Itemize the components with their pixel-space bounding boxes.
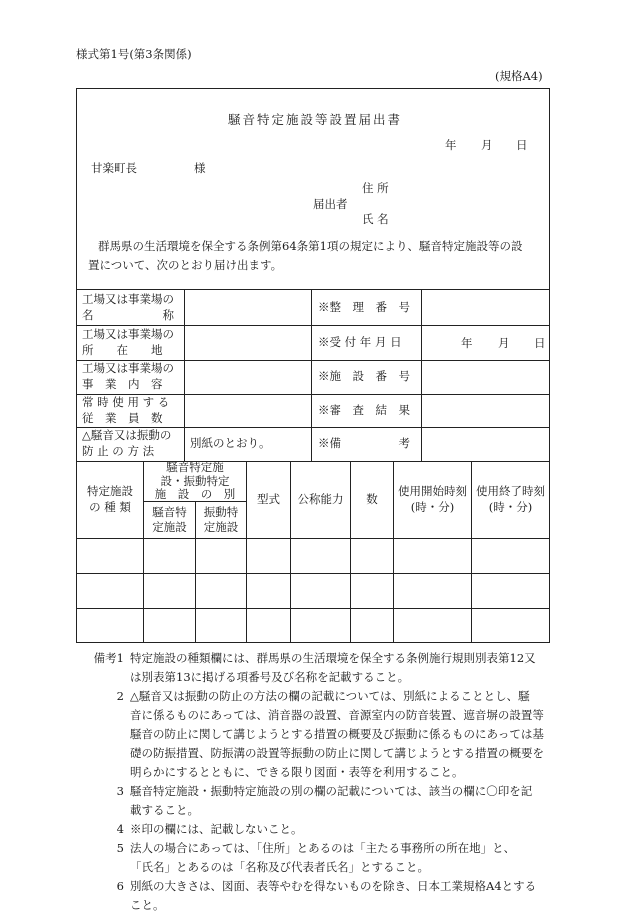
header-model: 型式 bbox=[257, 492, 280, 507]
note-item: 2 △騒音又は振動の防止の方法の欄の記載については、別紙によることとし、騒 音に係るものにあっては、消音器の設置、音源室内の防音装置、遮音塀の設置等 騒音の防止に関して講じようとする措置の概要及び振動に係るものにあっては基 礎の防振措置、防振溝の設置等振動の防止に関して講じようとする措置の概要を 明らかにするとともに、できる限り図面・表等を利用すること。 bbox=[116, 689, 544, 779]
col-divider bbox=[184, 289, 185, 461]
date-day: 日 bbox=[516, 138, 528, 152]
row-divider bbox=[76, 608, 550, 609]
receipt-day: 日 bbox=[534, 336, 546, 350]
applicant-label: 届出者 bbox=[313, 197, 348, 211]
header-end-time: 使用終了時刻 (時・分) bbox=[476, 484, 545, 514]
receipt-month: 月 bbox=[498, 336, 510, 350]
col-divider bbox=[311, 289, 312, 461]
note-item: 5 法人の場合にあっては、「住所」とあるのは「主たる事務所の所在地」と、 「氏名」とあるのは「名称及び代表者氏名」とすること。 bbox=[116, 841, 516, 874]
label-prevention-method: △騒音又は振動の 防 止 の 方 法 bbox=[82, 428, 172, 458]
addressee: 甘楽町長 bbox=[91, 161, 137, 175]
remarks-label: ※備 考 bbox=[318, 436, 410, 451]
form-title: 騒音特定施設等設置届出書 bbox=[228, 112, 403, 127]
note-item: 備考1 特定施設の種類欄には、群馬県の生活環境を保全する条例施行規則別表第12又 は別表第13に掲げる項番号及び名称を記載すること。 bbox=[93, 651, 536, 684]
form-id: 様式第1号(第3条関係) bbox=[76, 47, 192, 61]
row-divider bbox=[76, 538, 550, 539]
receipt-year: 年 bbox=[461, 336, 473, 350]
review-result-label: ※審 査 結 果 bbox=[318, 402, 410, 417]
facility-number-label: ※施 設 番 号 bbox=[318, 369, 410, 384]
prevention-method-value: 別紙のとおり。 bbox=[190, 436, 271, 451]
name-label: 氏 名 bbox=[362, 212, 389, 226]
header-count: 数 bbox=[366, 492, 378, 507]
header-start-time: 使用開始時刻 (時・分) bbox=[398, 484, 467, 514]
honorific: 様 bbox=[194, 161, 206, 175]
address-label: 住 所 bbox=[362, 181, 389, 195]
header-capacity: 公称能力 bbox=[297, 492, 344, 507]
size-label: (規格A4) bbox=[495, 69, 543, 83]
intro-line-2: 置について、次のとおり届け出ます。 bbox=[88, 258, 283, 272]
header-facility-type: 特定施設 の 種 類 bbox=[87, 484, 133, 514]
label-employees: 常 時 使 用 す る 従 業 員 数 bbox=[82, 394, 170, 425]
col-divider bbox=[421, 289, 422, 461]
intro-line-1: 群馬県の生活環境を保全する条例第64条第1項の規定により、騒音特定施設等の設 bbox=[98, 239, 523, 253]
label-factory-name: 工場又は事業場の 名 称 bbox=[82, 291, 174, 322]
header-vibration-facility: 振動特 定施設 bbox=[203, 505, 239, 534]
date-month: 月 bbox=[481, 138, 493, 152]
reference-number-label: ※整 理 番 号 bbox=[318, 299, 410, 314]
note-item: 6 別紙の大きさは、図面、表等やむを得ないものを除き、日本工業規格A4とする こと。 bbox=[116, 879, 537, 912]
receipt-date-label: ※受 付 年 月 日 bbox=[318, 334, 402, 349]
header-facility-group: 騒音特定施 設・振動特定 施 設 の 別 bbox=[154, 459, 236, 502]
date-year: 年 bbox=[445, 138, 457, 152]
header-noise-facility: 騒音特 定施設 bbox=[152, 505, 187, 534]
label-factory-location: 工場又は事業場の 所 在 地 bbox=[82, 326, 174, 357]
notes bbox=[88, 649, 553, 915]
label-business-content: 工場又は事業場の 事 業 内 容 bbox=[82, 361, 174, 391]
table-top-rule bbox=[76, 289, 550, 290]
row-divider bbox=[76, 573, 550, 574]
note-item: 4 ※印の欄には、記載しないこと。 bbox=[116, 822, 303, 836]
note-item: 3 騒音特定施設・振動特定施設の別の欄の記載については、該当の欄に〇印を記 載すること。 bbox=[116, 784, 533, 817]
